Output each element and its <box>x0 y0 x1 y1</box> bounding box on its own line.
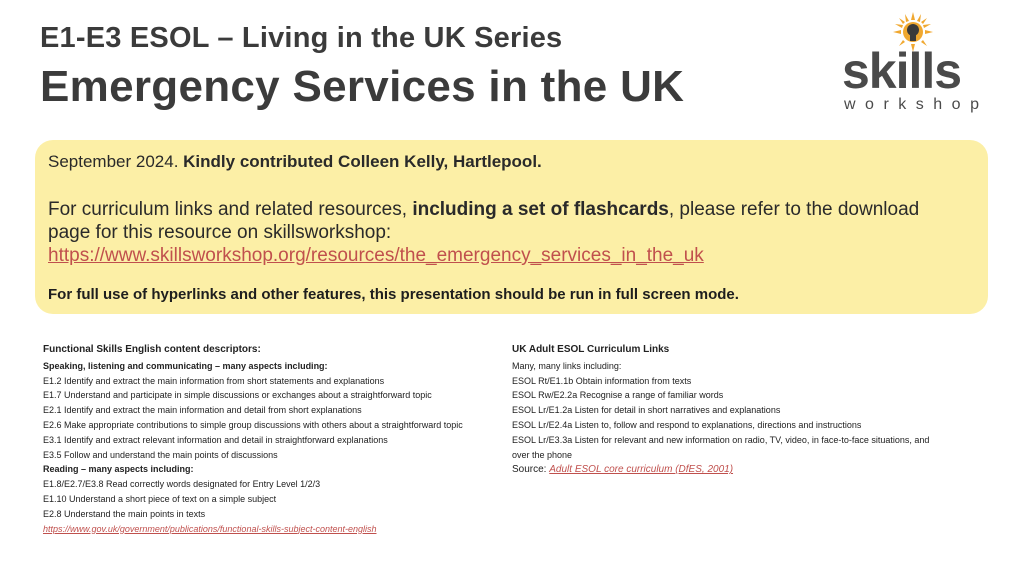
info-box <box>35 140 988 314</box>
resource-link[interactable]: https://www.skillsworkshop.org/resources/the_emergency_services_in_the_uk <box>48 245 704 266</box>
source-label: Source: <box>512 464 550 476</box>
list-item: ESOL Rw/E2.2a Recognise a range of familiar words <box>512 390 724 401</box>
list-item: E1.2 Identify and extract the main information from short statements and explanations <box>43 375 385 386</box>
series-title: E1-E3 ESOL – Living in the UK Series <box>40 22 563 54</box>
list-item: E1.10 Understand a short piece of text on a simple subject <box>43 493 277 504</box>
esol-heading: UK Adult ESOL Curriculum Links <box>512 344 670 355</box>
resources-paragraph <box>48 198 948 267</box>
list-item: E1.8/E2.7/E3.8 Read correctly words designated for Entry Level 1/2/3 <box>43 479 321 490</box>
source-line <box>512 463 982 478</box>
fullscreen-note: For full use of hyperlinks and other features, this presentation should be run in full screen mode. <box>48 286 739 303</box>
list-item: ESOL Lr/E3.3a Listen for relevant and new information on radio, TV, video, in face-to-face situations, and <box>512 434 930 445</box>
para-suffix: , please refer to the download page for this resource on skillsworkshop: <box>48 199 920 243</box>
list-item: E1.7 Understand and participate in simple discussions or exchanges about a straightforward topic <box>43 390 432 401</box>
esol-column <box>512 343 982 478</box>
list-item: E2.8 Understand the main points in texts <box>43 508 206 519</box>
functional-heading: Functional Skills English content descriptors: <box>43 344 261 355</box>
contribution-line <box>48 152 542 172</box>
list-item: over the phone <box>512 449 573 460</box>
list-item: E3.5 Follow and understand the main points of discussions <box>43 449 278 460</box>
skills-workshop-logo <box>838 12 988 116</box>
para-bold: including a set of flashcards <box>412 199 669 220</box>
list-item: ESOL Rt/E1.1b Obtain information from texts <box>512 375 692 386</box>
date-text: September 2024. <box>48 152 179 171</box>
list-item: E2.1 Identify and extract the main information and detail from short explanations <box>43 405 362 416</box>
functional-skills-column <box>43 343 513 536</box>
credit-text: Kindly contributed Colleen Kelly, Hartlepool. <box>183 152 542 171</box>
page-title: Emergency Services in the UK <box>40 62 685 111</box>
para-prefix: For curriculum links and related resources, <box>48 199 413 220</box>
logo-word: skills <box>842 43 962 99</box>
gov-link[interactable]: https://www.gov.uk/government/publications/functional-skills-subject-content-english <box>43 523 377 534</box>
list-item: ESOL Lr/E2.4a Listen to, follow and respond to explanations, directions and instructions <box>512 419 862 430</box>
list-item: ESOL Lr/E1.2a Listen for detail in short narratives and explanations <box>512 405 781 416</box>
speaking-heading: Speaking, listening and communicating – many aspects including: <box>43 360 328 371</box>
esol-intro: Many, many links including: <box>512 360 622 371</box>
reading-heading: Reading – many aspects including: <box>43 464 194 475</box>
source-link[interactable]: Adult ESOL core curriculum (DfES, 2001) <box>549 464 734 476</box>
logo-subword: workshop <box>844 96 989 113</box>
list-item: E3.1 Identify and extract relevant information and detail in straightforward explanations <box>43 434 388 445</box>
list-item: E2.6 Make appropriate contributions to simple group discussions with others about a straightforward topic <box>43 419 463 430</box>
